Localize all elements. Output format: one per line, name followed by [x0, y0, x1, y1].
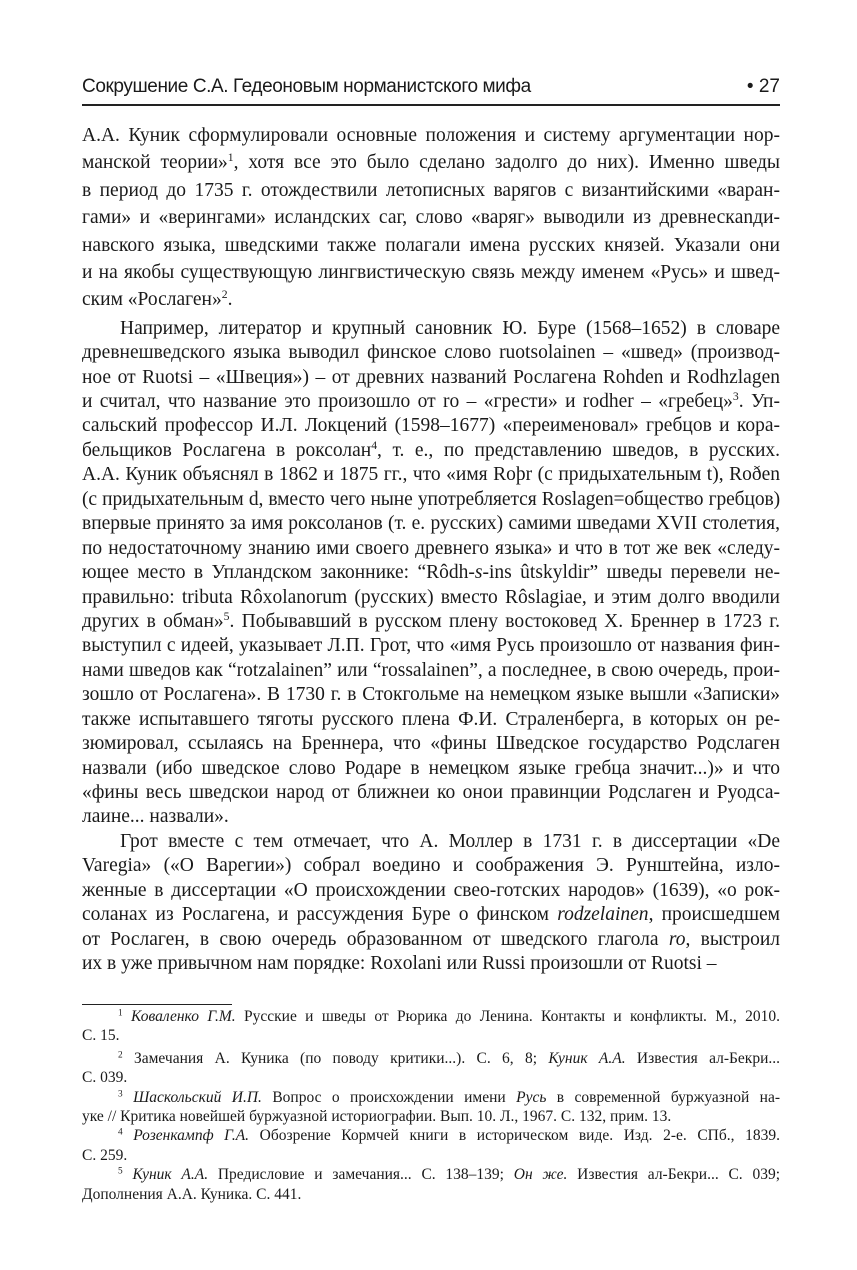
text-run: Известия ал-Бекри... [625, 1049, 780, 1067]
running-title: Сокрушение С.А. Гедеоновым норманистского мифа [82, 76, 531, 97]
text-run: также испытавшего тяготы русского плена Ф.И. Страленберга, в которых он ре- [82, 708, 780, 730]
text-run: сальский профессор И.Л. Локцений (1598–1677) «переименовал» гребцов и кора- [82, 415, 780, 437]
text-line [82, 366, 780, 390]
text-line [82, 149, 780, 176]
text-run: А.А. Куник объяснял в 1862 и 1875 гг., что «имя Roþr (с придыхательным t), Roðen [82, 464, 780, 486]
paragraph [82, 317, 780, 830]
text-run: . [227, 289, 233, 311]
text-run: Varegia» («О Варегии») собрал воедино и соображения Э. Рунштейна, изло- [82, 855, 780, 877]
text-run [123, 1166, 133, 1183]
text-run: ским «Рослаген» [82, 289, 222, 311]
header-rule [82, 104, 780, 106]
text-run: ющее место в Упландском законнике: “Rôdh- [82, 562, 475, 584]
text-line [82, 1088, 780, 1107]
text-run: и на якобы существующую лингвистическую связь между именем «Русь» и швед- [82, 261, 780, 283]
text-line [82, 537, 780, 561]
text-line [82, 805, 780, 829]
text-run: их в уже привычном нам порядке: Roxolani или Russi произошли от Ruotsi – [82, 953, 717, 975]
text-run: , т. е., по представлению шведов, в русских. [377, 439, 780, 461]
text-line [82, 1185, 780, 1204]
text-run: Известия ал-Бекри... С. 039; [567, 1166, 780, 1184]
footnote-marker: 4 [118, 1127, 123, 1138]
text-line [82, 1068, 780, 1087]
text-line [82, 781, 780, 805]
footnote [82, 1088, 780, 1127]
text-line [82, 512, 780, 536]
text-run: -ins ûtskyldir” шведы перевели не- [482, 562, 780, 584]
footnote-marker: 4 [371, 438, 378, 452]
text-run: С. 259. [82, 1146, 128, 1164]
text-line [82, 854, 780, 878]
italic-text: Розенкампф Г.А. [133, 1127, 250, 1145]
text-line [82, 757, 780, 781]
text-run: А.А. Куник сформулировали основные положения и систему аргументации нор- [82, 125, 780, 146]
text-line [82, 259, 780, 286]
footnote-marker: 2 [221, 288, 228, 302]
text-run: С. 039. [82, 1069, 128, 1087]
footnote-marker: 1 [118, 1008, 123, 1019]
text-run: Дополнения А.А. Куника. С. 441. [82, 1185, 302, 1203]
paragraph [82, 122, 780, 314]
text-line [82, 1165, 780, 1184]
italic-text: Шаскольский И.П. [133, 1088, 262, 1106]
text-run: манской теории» [82, 152, 228, 174]
italic-text: Куник А.А. [548, 1049, 626, 1067]
text-run: , происшедшем [648, 904, 780, 926]
text-line [82, 232, 780, 259]
text-run: назвали (ибо шведское слово Родаре в немецком языке гребца значит...)» и что [82, 757, 780, 779]
italic-text: s [474, 562, 483, 584]
text-run: . Уп- [738, 391, 780, 413]
text-line [82, 1049, 780, 1068]
text-line [82, 879, 780, 903]
italic-text: rodzelainen [557, 904, 649, 926]
text-line [82, 928, 780, 952]
footnote-marker: 2 [118, 1050, 123, 1061]
footnote [82, 1049, 780, 1088]
text-line [82, 708, 780, 732]
text-line [82, 341, 780, 365]
text-run: навского языка, шведскими также полагали имена русских князей. Указали они [82, 234, 780, 256]
italic-text: Куник А.А. [132, 1166, 209, 1184]
text-run: Вопрос о происхождении имени [261, 1088, 517, 1106]
text-run: зошло от Рослагена». В 1730 г. в Стокгольме на немецком языке вышли «Записки» [82, 684, 780, 706]
text-run: выступил с идеей, указывает Л.П. Грот, что «имя Русь произошло от названия фин- [82, 635, 780, 657]
text-line [82, 317, 780, 341]
footnote-marker: 1 [227, 151, 234, 165]
italic-text: ro [668, 928, 686, 950]
text-run: Например, литератор и крупный сановник Ю. Буре (1568–1652) в словаре [120, 317, 780, 339]
text-line [82, 439, 780, 463]
text-line [82, 463, 780, 487]
text-run: правильно: tributa Rôxolanorum (русских) вместо Rôslagiae, и этим долго вводили [82, 586, 780, 608]
text-line [82, 204, 780, 231]
text-run: лаине... назвали». [82, 806, 229, 828]
footnote [82, 1165, 780, 1204]
italic-text: Коваленко Г.М. [131, 1008, 236, 1025]
text-run: Предисловие и замечания... С. 138–139; [208, 1166, 514, 1184]
text-line [82, 610, 780, 634]
text-line [82, 586, 780, 610]
text-run: С. 15. [82, 1027, 120, 1045]
text-line [82, 286, 780, 313]
text-run: ное от Ruotsi – «Швеция») – от древних названий Рослагена Rohden и Rodhzlagen [82, 366, 780, 388]
main-text [82, 122, 780, 977]
text-run: по недостаточному знанию ими своего древнего языка» и что в тот же век «следу- [82, 537, 780, 559]
text-run: уке // Критика новейшей буржуазной историографии. Вып. 10. Л., 1967. С. 132, прим. 13. [82, 1107, 672, 1125]
text-line [82, 683, 780, 707]
running-header [82, 74, 780, 102]
footnote-marker: 3 [118, 1088, 123, 1099]
text-run: (с придыхательным d, вместо чего ныне употребляется Roslagen=общество гребцов) [82, 488, 780, 510]
footnote-marker: 3 [732, 390, 739, 404]
text-run: «фины весь шведскои народ от ближнеи ко онои правинции Родслаген и Руодса- [82, 782, 780, 804]
text-line [82, 1146, 780, 1165]
text-line [82, 390, 780, 414]
text-run: Обозрение Кормчей книги в историческом виде. Изд. 2-е. СПб., 1839. [249, 1127, 780, 1145]
footnote-separator [82, 1004, 232, 1005]
text-line [82, 561, 780, 585]
text-run: Русские и шведы от Рюрика до Ленина. Контакты и конфликты. М., 2010. [235, 1008, 780, 1025]
text-line [82, 732, 780, 756]
text-run: , хотя все это было сделано задолго до них). Именно шведы [233, 152, 780, 174]
text-line [82, 414, 780, 438]
text-line [82, 952, 780, 976]
text-line [82, 1107, 780, 1126]
text-run: Замечания А. Куника (по поводу критики...). С. 6, 8; [122, 1049, 549, 1067]
text-run: женные в диссертации «О происхождении свео-готских народов» (1639), «о рок- [82, 879, 780, 901]
text-run: . Побывавший в русском плену востоковед Х. Бреннер в 1723 г. [229, 610, 780, 632]
text-run: в период до 1735 г. отождествили летописных варягов с византийскими «варан- [82, 179, 780, 201]
footnotes [82, 1007, 780, 1204]
text-run [123, 1127, 134, 1144]
text-run: от Рослаген, в свою очередь образованном от шведского глагола [82, 928, 669, 950]
text-run [123, 1008, 131, 1025]
text-line [82, 122, 780, 149]
text-run: впервые принято за имя роксоланов (т. е. русских) самими шведами XVII столетия, [82, 513, 780, 535]
text-run: бельщиков Рослагена в роксолан [82, 439, 372, 461]
footnote-marker: 5 [118, 1166, 123, 1177]
text-line [82, 1007, 780, 1026]
footnote-marker: 5 [223, 609, 230, 623]
text-run: зюмировал, ссылаясь на Бреннера, что «фины Шведское государство Родслаген [82, 733, 780, 755]
text-run: Грот вместе с тем отмечает, что А. Моллер в 1731 г. в диссертации «De [120, 830, 780, 852]
footnote [82, 1126, 780, 1165]
text-run: других в обман» [82, 610, 224, 632]
text-line [82, 488, 780, 512]
italic-text: Он же. [513, 1166, 568, 1184]
text-run: соланах из Рослагена, и рассуждения Буре о финском [82, 904, 558, 926]
text-run: , выстроил [685, 928, 780, 950]
text-run: гами» и «верингами» исландских саг, слово «варяг» выводили из древнескanди- [82, 207, 780, 229]
text-line [82, 659, 780, 683]
text-run: и считал, что название это произошло от ro – «грести» и rodher – «гребец» [82, 391, 733, 413]
text-line [82, 177, 780, 204]
page-number: • 27 [746, 76, 780, 97]
text-line [82, 634, 780, 658]
paragraph [82, 830, 780, 977]
text-run: нами шведов как “rotzalainen” или “rossalainen”, а последнее, в свою очередь, прои- [82, 659, 780, 681]
text-line [82, 903, 780, 927]
text-run: в современной буржуазной на- [546, 1088, 780, 1106]
text-run [123, 1089, 133, 1106]
text-run: древнешведского языка выводил финское слово ruotsolainen – «швед» (производ- [82, 342, 780, 364]
text-line [82, 1026, 780, 1045]
footnote [82, 1007, 780, 1046]
text-line [82, 830, 780, 854]
text-line [82, 1126, 780, 1145]
italic-text: Русь [516, 1088, 547, 1106]
